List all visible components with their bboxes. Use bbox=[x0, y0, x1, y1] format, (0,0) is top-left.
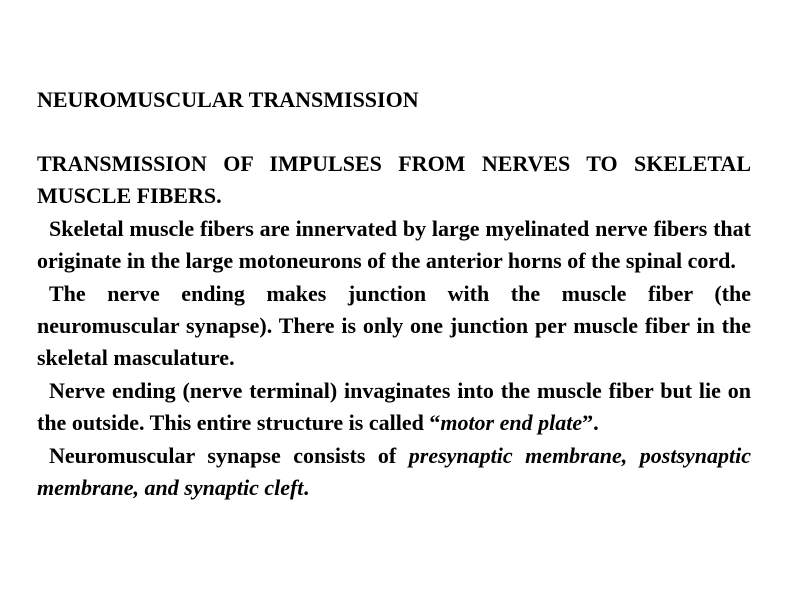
slide-content bbox=[37, 84, 751, 504]
paragraph-text: Nerve ending (nerve terminal) invaginates into the muscle fiber but lie on the outside. This entire structure is called “ bbox=[37, 378, 751, 435]
page-title: NEUROMUSCULAR TRANSMISSION bbox=[37, 87, 419, 112]
paragraph-text: . bbox=[303, 475, 309, 500]
spacer bbox=[37, 116, 751, 148]
paragraph-synapse-parts bbox=[37, 440, 751, 504]
section-heading: TRANSMISSION OF IMPULSES FROM NERVES TO SKELETAL MUSCLE FIBERS. bbox=[37, 151, 751, 208]
paragraph-junction: The nerve ending makes junction with the muscle fiber (the neuromuscular synapse). There is only one junction per muscle fiber in the skeletal masculature. bbox=[37, 281, 751, 370]
paragraph-motor-end-plate bbox=[37, 375, 751, 439]
emphasis-term: motor end plate bbox=[440, 410, 583, 435]
paragraph-text: Neuromuscular synapse consists of bbox=[49, 443, 409, 468]
emphasis-term: presynaptic membrane, postsynaptic membrane, and synaptic cleft bbox=[37, 443, 751, 500]
paragraph-innervation: Skeletal muscle fibers are innervated by large myelinated nerve fibers that originate in the large motoneurons of the anterior horns of the spinal cord. bbox=[37, 216, 751, 273]
paragraph-text: ”. bbox=[582, 410, 599, 435]
